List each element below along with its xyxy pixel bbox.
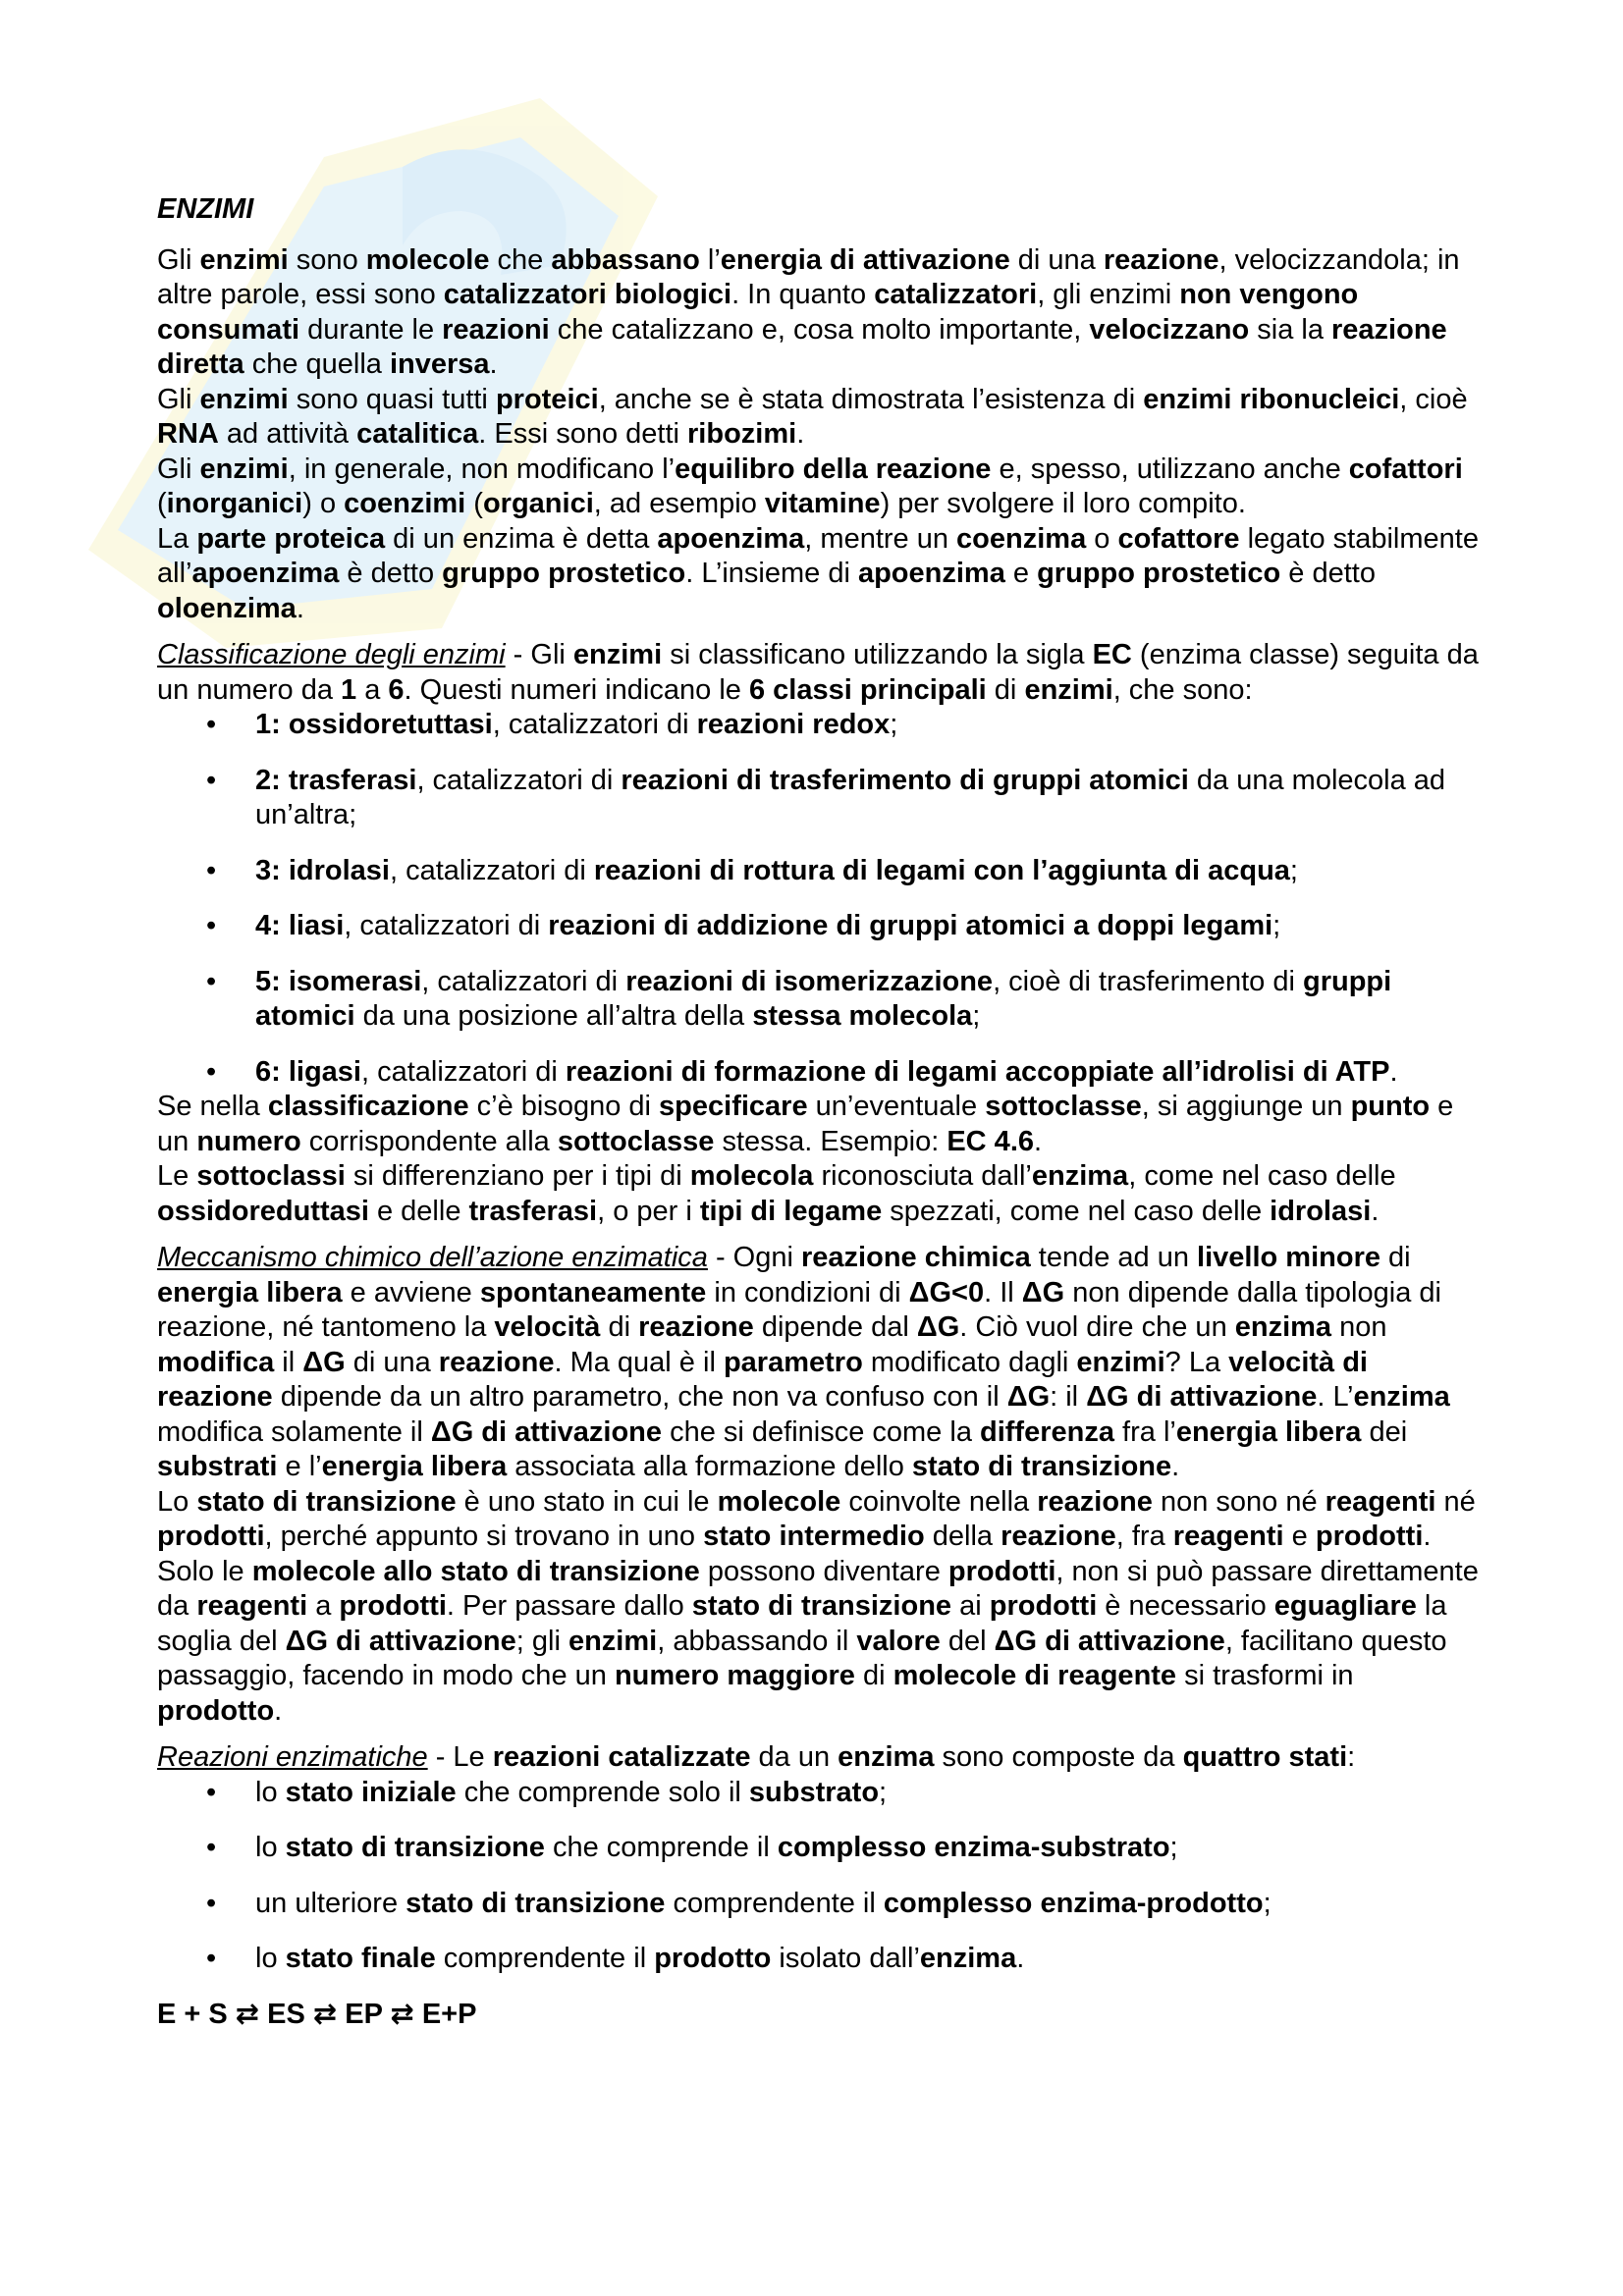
paragraph: Meccanismo chimico dell’azione enzimatica - Ogni reazione chimica tende ad un livello minore di energia libera e avviene spontaneamente in condizioni di ΔG<0. Il ΔG non dipende dalla tipologia di reazione, né tantomeno la velocità di reazione dipende dal ΔG. Ciò vuol dire che un enzima non modifica il ΔG di una reazione. Ma qual è il parametro modificato dagli enzimi? La velocità di reazione dipende da un altro parametro, che non va confuso con il ΔG: il ΔG di attivazione. L’enzima modifica solamente il ΔG di attivazione che si definisce come la differenza fra l’energia libera dei substrati e l’energia libera associata alla formazione dello stato di transizione. — [157, 1242, 1450, 1482]
list-item: • un ulteriore stato di transizione comprendente il complesso enzima-prodotto; — [157, 1887, 1485, 1922]
list-item: • 1: ossidoretuttasi, catalizzatori di reazioni redox; — [157, 708, 1485, 743]
reaction-formula: E + S ⇄ ES ⇄ EP ⇄ E+P — [157, 1998, 477, 2030]
list-item: • 3: idrolasi, catalizzatori di reazioni di rottura di legami con l’aggiunta di acqua; — [157, 854, 1485, 889]
paragraph: Classificazione degli enzimi - Gli enzimi si classificano utilizzando la sigla EC (enzima classe) seguita da un numero da 1 a 6. Questi numeri indicano le 6 classi principali di enzimi, che sono: — [157, 639, 1479, 706]
paragraph: Lo stato di transizione è uno stato in cui le molecole coinvolte nella reazione non sono né reagenti né prodotti, perché appunto si trovano in uno stato intermedio della reazione, fra reagenti e prodotti. Solo le molecole allo stato di transizione possono diventare prodotti, non si può passare direttamente da reagenti a prodotti. Per passare dallo stato di transizione ai prodotti è necessario eguagliare la soglia del ΔG di attivazione; gli enzimi, abbassando il valore del ΔG di attivazione, facilitano questo passaggio, facendo in modo che un numero maggiore di molecole di reagente si trasformi in prodotto. — [157, 1485, 1479, 1727]
page-title: ENZIMI — [157, 193, 254, 225]
list-item: • lo stato finale comprendente il prodotto isolato dall’enzima. — [157, 1942, 1485, 1977]
section-heading: Classificazione degli enzimi — [157, 639, 506, 670]
list-item: • 4: liasi, catalizzatori di reazioni di addizione di gruppi atomici a doppi legami; — [157, 909, 1485, 944]
list-item: • 5: isomerasi, catalizzatori di reazioni di isomerizzazione, cioè di trasferimento di gruppi atomici da una posizione all’altra della stessa molecola; — [157, 965, 1485, 1035]
paragraph: Reazioni enzimatiche - Le reazioni catalizzate da un enzima sono composte da quattro stati: — [157, 1741, 1356, 1773]
class-list — [157, 708, 1485, 1090]
list-item: • lo stato iniziale che comprende solo il substrato; — [157, 1776, 1485, 1811]
list-item: • lo stato di transizione che comprende il complesso enzima-substrato; — [157, 1831, 1485, 1866]
paragraph: Gli enzimi sono quasi tutti proteici, anche se è stata dimostrata l’esistenza di enzimi ribonucleici, cioè RNA ad attività catalitica. Essi sono detti ribozimi. — [157, 383, 1468, 450]
paragraph: Gli enzimi sono molecole che abbassano l’energia di attivazione di una reazione, velocizzandola; in altre parole, essi sono catalizzatori biologici. In quanto catalizzatori, gli enzimi non vengono consumati durante le reazioni che catalizzano e, cosa molto importante, velocizzano sia la reazione diretta che quella inversa. — [157, 243, 1460, 380]
states-list — [157, 1776, 1485, 1977]
list-item: • 6: ligasi, catalizzatori di reazioni di formazione di legami accoppiate all’idrolisi di ATP. — [157, 1055, 1485, 1091]
paragraph: Se nella classificazione c’è bisogno di specificare un’eventuale sottoclasse, si aggiunge un punto e un numero corrispondente alla sottoclasse stessa. Esempio: EC 4.6. — [157, 1091, 1454, 1157]
paragraph: La parte proteica di un enzima è detta apoenzima, mentre un coenzima o cofattore legato stabilmente all’apoenzima è detto gruppo prostetico. L’insieme di apoenzima e gruppo prostetico è detto oloenzima. — [157, 522, 1479, 624]
section-heading: Meccanismo chimico dell’azione enzimatica — [157, 1242, 708, 1273]
paragraph: Gli enzimi, in generale, non modificano l’equilibro della reazione e, spesso, utilizzano anche cofattori (inorganici) o coenzimi (organici, ad esempio vitamine) per svolgere il loro compito. — [157, 453, 1463, 519]
section-heading: Reazioni enzimatiche — [157, 1741, 428, 1773]
document-body — [157, 192, 1485, 2032]
paragraph: Le sottoclassi si differenziano per i tipi di molecola riconosciuta dall’enzima, come nel caso delle ossidoreduttasi e delle trasferasi, o per i tipi di legame spezzati, come nel caso delle idrolasi. — [157, 1160, 1396, 1227]
list-item: • 2: trasferasi, catalizzatori di reazioni di trasferimento di gruppi atomici da una molecola ad un’altra; — [157, 764, 1485, 833]
